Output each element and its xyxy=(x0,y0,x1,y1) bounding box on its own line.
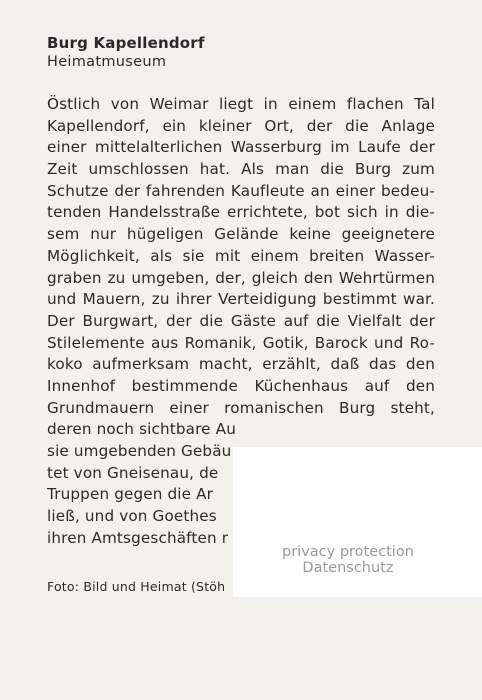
text-line: ließ, und von Goethes xyxy=(47,507,217,526)
text-line: Zeit umschlossen hat. Als man die Burg zum xyxy=(47,160,435,179)
text-line: Innenhof bestimmende Küchenhaus auf den xyxy=(47,376,435,395)
text-line: tet von Gneisenau, de xyxy=(47,463,219,482)
text-line: graben zu umgeben, der, gleich den Wehrtürmen xyxy=(47,268,435,287)
text-line: Östlich von Weimar liegt in einem flachen Tal xyxy=(47,95,435,113)
text-line: Möglichkeit, als sie mit einem breiten Wasser- xyxy=(47,246,435,265)
privacy-watermark xyxy=(282,544,414,576)
document-title: Burg Kapellendorf xyxy=(47,34,205,52)
privacy-watermark-line: privacy protection xyxy=(282,544,414,560)
text-line: koko aufmerksam macht, erzählt, daß das den xyxy=(47,355,435,374)
text-line: sie umgebenden Gebäu xyxy=(47,442,232,460)
text-line: und Mauern, zu ihrer Verteidigung bestimmt war. xyxy=(47,290,435,309)
text-line: Schutze der fahrenden Kaufleute an einer bedeu- xyxy=(47,181,435,200)
text-line: tenden Handelsstraße errichtete, bot sich in die- xyxy=(47,203,435,222)
text-line: ihren Amtsgeschäften r xyxy=(47,528,229,547)
text-line: Der Burgwart, der die Gäste auf die Vielfalt der xyxy=(47,311,435,330)
photo-credit: Foto: Bild und Heimat (Stöh xyxy=(47,579,226,594)
text-line: einer mittelalterlichen Wasserburg im Laufe der xyxy=(47,138,435,157)
text-line: Grundmauern einer romanischen Burg steht, xyxy=(47,398,435,417)
text-line: sem nur hügeligen Gelände keine geeignetere xyxy=(47,225,435,244)
text-line: Truppen gegen die Ar xyxy=(47,485,214,504)
text-line: Stilelemente aus Romanik, Gotik, Barock und Ro- xyxy=(47,333,435,352)
text-line: Kapellendorf, ein kleiner Ort, der die Anlage xyxy=(47,116,435,135)
text-line: deren noch sichtbare Au xyxy=(47,420,236,439)
privacy-watermark-line: Datenschutz xyxy=(302,560,394,576)
document-subtitle: Heimatmuseum xyxy=(47,54,167,70)
